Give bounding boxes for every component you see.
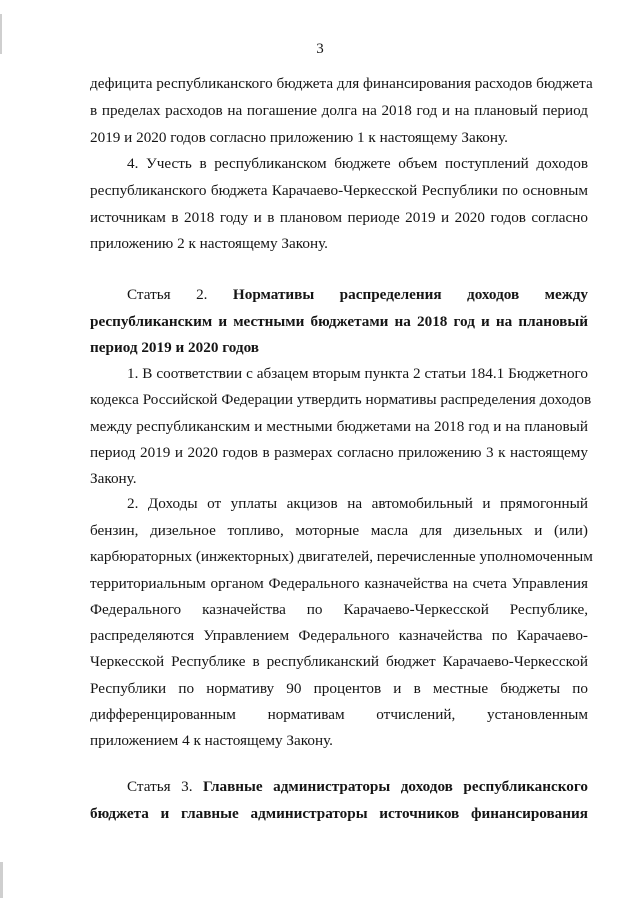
scan-artifact xyxy=(0,862,3,898)
text-line: период 2019 и 2020 годов в размерах согласно приложению 3 к настоящему xyxy=(90,444,588,461)
text-line: между республиканским и местными бюджетами на 2018 год и на плановый xyxy=(90,418,588,435)
text-line: Федерального казначейства по Карачаево-Черкесской Республике, xyxy=(90,601,588,618)
page-number: 3 xyxy=(316,41,324,57)
text-line: дефицита республиканского бюджета для финансирования расходов бюджета xyxy=(90,75,593,92)
text-line: бюджета и главные администраторы источников финансирования xyxy=(90,805,588,822)
text-line: территориальным органом Федерального казначейства на счета Управления xyxy=(90,575,588,592)
text-line xyxy=(127,778,588,796)
text-line: дифференцированным нормативам отчислений, установленным xyxy=(90,706,588,723)
heading-text: Главные администраторы доходов республиканского xyxy=(203,778,588,795)
text-line: Закону. xyxy=(90,470,137,487)
text-line: карбюраторных (инжекторных) двигателей, перечисленные уполномоченным xyxy=(90,548,593,565)
text-line: 2. Доходы от уплаты акцизов на автомобильный и прямогонный xyxy=(127,495,588,512)
text-line xyxy=(127,286,588,304)
text-line: распределяются Управлением Федерального казначейства по Карачаево- xyxy=(90,627,588,644)
text-line: 4. Учесть в республиканском бюджете объем поступлений доходов xyxy=(127,155,588,172)
heading-text: Нормативы распределения доходов между xyxy=(232,286,588,303)
text-line: 1. В соответствии с абзацем вторым пункта 2 статьи 184.1 Бюджетного xyxy=(127,365,588,382)
text-line: в пределах расходов на погашение долга на 2018 год и на плановый период xyxy=(90,102,588,119)
text-line: Черкесской Республике в республиканский бюджет Карачаево-Черкесской xyxy=(90,653,588,670)
text-line: бензин, дизельное топливо, моторные масла для дизельных и (или) xyxy=(90,522,588,539)
text-line: период 2019 и 2020 годов xyxy=(90,339,259,356)
article-label: Статья 3. xyxy=(127,778,204,795)
text-line: приложением 4 к настоящему Закону. xyxy=(90,732,333,749)
text-line: приложению 2 к настоящему Закону. xyxy=(90,235,328,252)
text-line: республиканским и местными бюджетами на 2018 год и на плановый xyxy=(90,313,588,330)
text-line: 2019 и 2020 годов согласно приложению 1 к настоящему Закону. xyxy=(90,129,508,146)
text-line: республиканского бюджета Карачаево-Черкесской Республики по основным xyxy=(90,182,588,199)
text-line: Республики по нормативу 90 процентов и в местные бюджеты по xyxy=(90,680,588,697)
text-line: кодекса Российской Федерации утвердить нормативы распределения доходов xyxy=(90,391,592,408)
article-label: Статья 2. xyxy=(127,286,233,303)
text-line: источникам в 2018 году и в плановом периоде 2019 и 2020 годов согласно xyxy=(90,209,588,226)
